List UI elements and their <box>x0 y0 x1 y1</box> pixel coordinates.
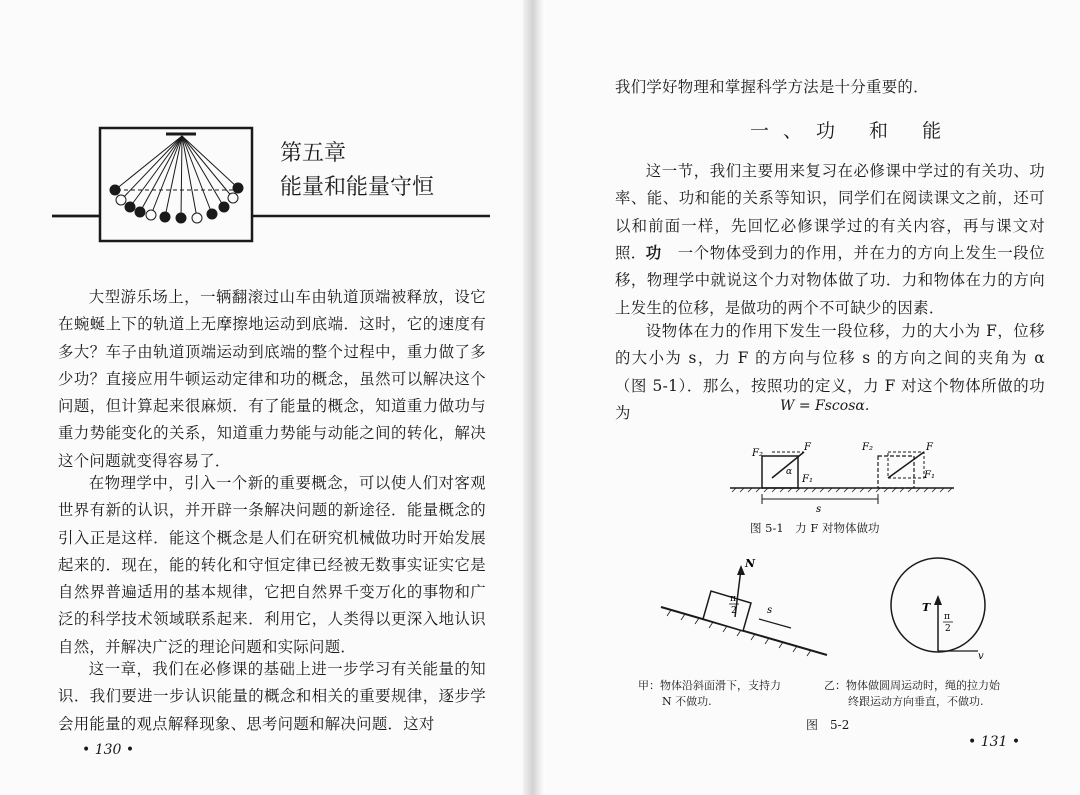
label-s: s <box>816 504 822 515</box>
left-paragraph-3: 这一章，我们在必修课的基础上进一步学习有关能量的知识．我们要进一步认识能量的概念和相关的重要规律，逐步学会用能量的观点解释现象、思考问题和解决问题．这对 <box>58 660 486 733</box>
figure-5-2-incline <box>655 555 835 665</box>
tension-arrowhead <box>934 595 942 605</box>
left-paragraph-1: 大型游乐场上，一辆翻滚过山车由轨道顶端被释放，设它在蜿蜒上下的轨道上无摩擦地运动到底端．这时，它的速度有多大？车子由轨道顶端运动到底端的整个过程中，重力做了多少功？直接应用牛顿运动定律和功的概念，虽然可以解决这个问题，但计算起来很麻烦．有了能量的概念，知道重力做功与重力势能变化的关系，知道重力势能与动能之间的转化，解决这个问题就变得容易了． <box>58 288 486 470</box>
label-f-end: F <box>926 442 933 453</box>
pendulum-bob <box>160 212 170 222</box>
figure-5-2-circle <box>882 555 1002 667</box>
label-two-circle: 2 <box>945 624 951 634</box>
book-gutter <box>523 0 545 795</box>
label-v: v <box>978 651 984 662</box>
pendulum-bob <box>110 185 120 195</box>
pendulum-bob <box>125 202 135 212</box>
chapter-title: 能量和能量守恒 <box>280 175 435 200</box>
velocity-arrow <box>759 619 791 628</box>
pendulum-bob <box>233 183 243 193</box>
sliding-block <box>703 591 751 631</box>
left-caption-line-1: 甲：物体沿斜面滑下，支持力 <box>638 679 781 692</box>
work-paragraph <box>615 240 1045 322</box>
page-number-131: • 131 • <box>968 734 1021 750</box>
figure-5-2-caption: 图 5-2 <box>806 718 850 732</box>
chapter-illustration <box>0 0 523 260</box>
label-f1-end: F₁ <box>924 470 935 481</box>
pendulum-bob <box>135 207 145 217</box>
right-caption-line-1: 乙：物体做圆周运动时，绳的拉力始 <box>824 679 1000 692</box>
figure-5-1 <box>728 436 958 516</box>
figure-5-2-left-caption <box>638 678 781 710</box>
figure-5-1-caption: 图 5-1 力 F 对物体做功 <box>750 521 880 535</box>
left-page <box>0 0 523 795</box>
pendulum-bob <box>228 193 238 203</box>
normal-arrowhead <box>737 565 745 575</box>
pendulum-bob <box>176 213 186 223</box>
label-t: T <box>922 601 931 614</box>
left-caption-line-2: N 不做功. <box>662 695 712 708</box>
pendulum-bob <box>146 210 156 220</box>
pendulum-bob <box>116 195 126 205</box>
setup-paragraph: 设物体在力的作用下发生一段位移，力的大小为 F，位移的大小为 s，力 F 的方向与位移 s 的方向之间的夹角为 α（图 5-1）．那么，按照功的定义，力 F 对这个物体所做的功为 <box>615 322 1045 422</box>
label-two-incline: 2 <box>731 606 737 616</box>
pendulum-bob <box>219 202 229 212</box>
label-alpha: α <box>786 467 793 477</box>
label-f2-start: F₂ <box>752 448 763 459</box>
section-title: 一、功 和 能 <box>750 120 956 142</box>
continued-line: 我们学好物理和掌握科学方法是十分重要的． <box>615 78 929 96</box>
figure-5-2-right-caption <box>824 678 1000 710</box>
intro-paragraph: 这一节，我们主要用来复习在必修课中学过的有关功、功率、能、功和能的关系等知识，同学们在阅读课文之前，还可以和前面一样，先回忆必修课学过的有关内容，再与课文对照． <box>615 162 1045 262</box>
label-s-incline: s <box>767 605 773 616</box>
page-number-130: • 130 • <box>82 742 135 758</box>
left-paragraph-2: 在物理学中，引入一个新的重要概念，可以使人们对客观世界有新的认识，并开辟一条解决问题的新途径．能量概念的引入正是这样．能这个概念是人们在研究机械做功时开始发展起来的．现在，能的转化和守恒定律已经被无数事实证实它是自然界普遍适用的基本规律，它把自然界千变万化的事物和广泛的科学技术领域联系起来．利用它，人类得以更深入地认识自然，并解决广泛的理论问题和实际问题． <box>58 474 486 656</box>
work-term: 功 <box>645 244 662 262</box>
label-n: N <box>745 557 756 570</box>
right-caption-line-2: 终跟运动方向垂直，不做功. <box>848 695 984 708</box>
pendulum-bob <box>192 213 202 223</box>
label-f-start: F <box>804 442 811 453</box>
pendulum-bob <box>207 209 217 219</box>
label-f2-end: F₂ <box>862 442 873 453</box>
work-formula: W = Fscosα. <box>780 398 870 414</box>
label-f1-start: F₁ <box>802 474 813 485</box>
chapter-number: 第五章 <box>280 141 347 166</box>
label-pi-incline: π <box>730 594 736 604</box>
label-pi-circle: π <box>944 612 950 622</box>
work-definition: 一个物体受到力的作用，并在力的方向上发生一段位移，物理学中就说这个力对物体做了功．力和物体在力的方向上发生的位移，是做功的两个不可缺少的因素． <box>615 244 1045 317</box>
